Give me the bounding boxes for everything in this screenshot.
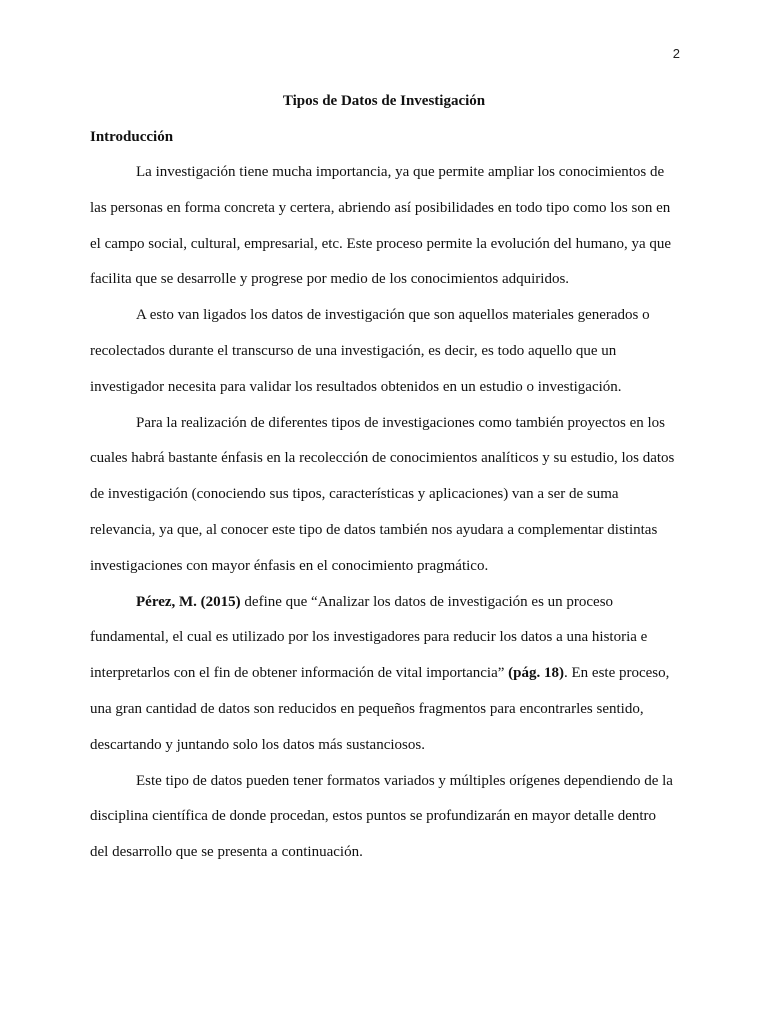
paragraph-2-line-2: recolectados durante el transcurso de una investigación, es decir, es todo aquello que un — [90, 342, 617, 359]
citation-author: Pérez, M. (2015) — [136, 593, 241, 610]
paragraph-5-line-1: Este tipo de datos pueden tener formatos variados y múltiples orígenes dependiendo de la — [136, 772, 673, 789]
paragraph-3-line-3: de investigación (conociendo sus tipos, características y aplicaciones) van a ser de suma — [90, 486, 619, 503]
section-heading: Introducción — [90, 129, 174, 145]
paragraph-4-line-1 — [90, 585, 680, 621]
paragraph-4-line-3-start: interpretarlos con el fin de obtener información de vital importancia” — [90, 665, 509, 682]
paragraph-3-line-1: Para la realización de diferentes tipos de investigaciones como también proyectos en los — [136, 414, 665, 431]
paragraph-2-line-3: investigador necesita para validar los resultados obtenidos en un estudio o investigación. — [90, 378, 622, 395]
paragraph-2-line-1: A esto van ligados los datos de investigación que son aquellos materiales generados o — [136, 307, 650, 324]
paragraph-3-line-5: investigaciones con mayor énfasis en el conocimiento pragmático. — [90, 557, 489, 574]
page-number: 2 — [672, 46, 680, 61]
paragraph-5-line-3: del desarrollo que se presenta a continuación. — [90, 844, 363, 861]
paragraph-5-line-2: disciplina científica de donde procedan, estos puntos se profundizarán en mayor detalle dentro — [90, 808, 657, 825]
paragraph-4-line-1-text: define que “Analizar los datos de investigación es un proceso — [240, 593, 614, 610]
paragraph-1-line-1: La investigación tiene mucha importancia, ya que permite ampliar los conocimientos de — [136, 164, 665, 180]
paragraph-3-line-2: cuales habrá bastante énfasis en la recolección de conocimientos analíticos y su estudio, los datos — [90, 450, 675, 467]
paragraph-4-line-2: fundamental, el cual es utilizado por los investigadores para reducir los datos a una historia e — [90, 629, 648, 646]
paragraph-4-line-5: descartando y juntando solo los datos más sustanciosos. — [90, 736, 425, 753]
citation-page: (pág. 18) — [508, 665, 565, 682]
paragraph-1-line-4: facilita que se desarrolle y progrese por medio de los conocimientos adquiridos. — [90, 271, 570, 288]
paragraph-1-line-3: el campo social, cultural, empresarial, etc. Este proceso permite la evolución del humano, ya que — [90, 235, 672, 252]
paragraph-1-line-2: las personas en forma concreta y certera, abriendo así posibilidades en todo tipo como los son en — [90, 199, 671, 216]
document-body — [90, 155, 680, 871]
paragraph-4-line-4: una gran cantidad de datos son reducidos en pequeños fragmentos para encontrarles sentido, — [90, 700, 644, 717]
paragraph-3-line-4: relevancia, ya que, al conocer este tipo de datos también nos ayudara a complementar distintas — [90, 521, 658, 538]
document-title: Tipos de Datos de Investigación — [282, 93, 486, 109]
paragraph-4-line-3-end: . En este proceso, — [564, 665, 670, 682]
paragraph-4-line-3 — [90, 656, 680, 692]
